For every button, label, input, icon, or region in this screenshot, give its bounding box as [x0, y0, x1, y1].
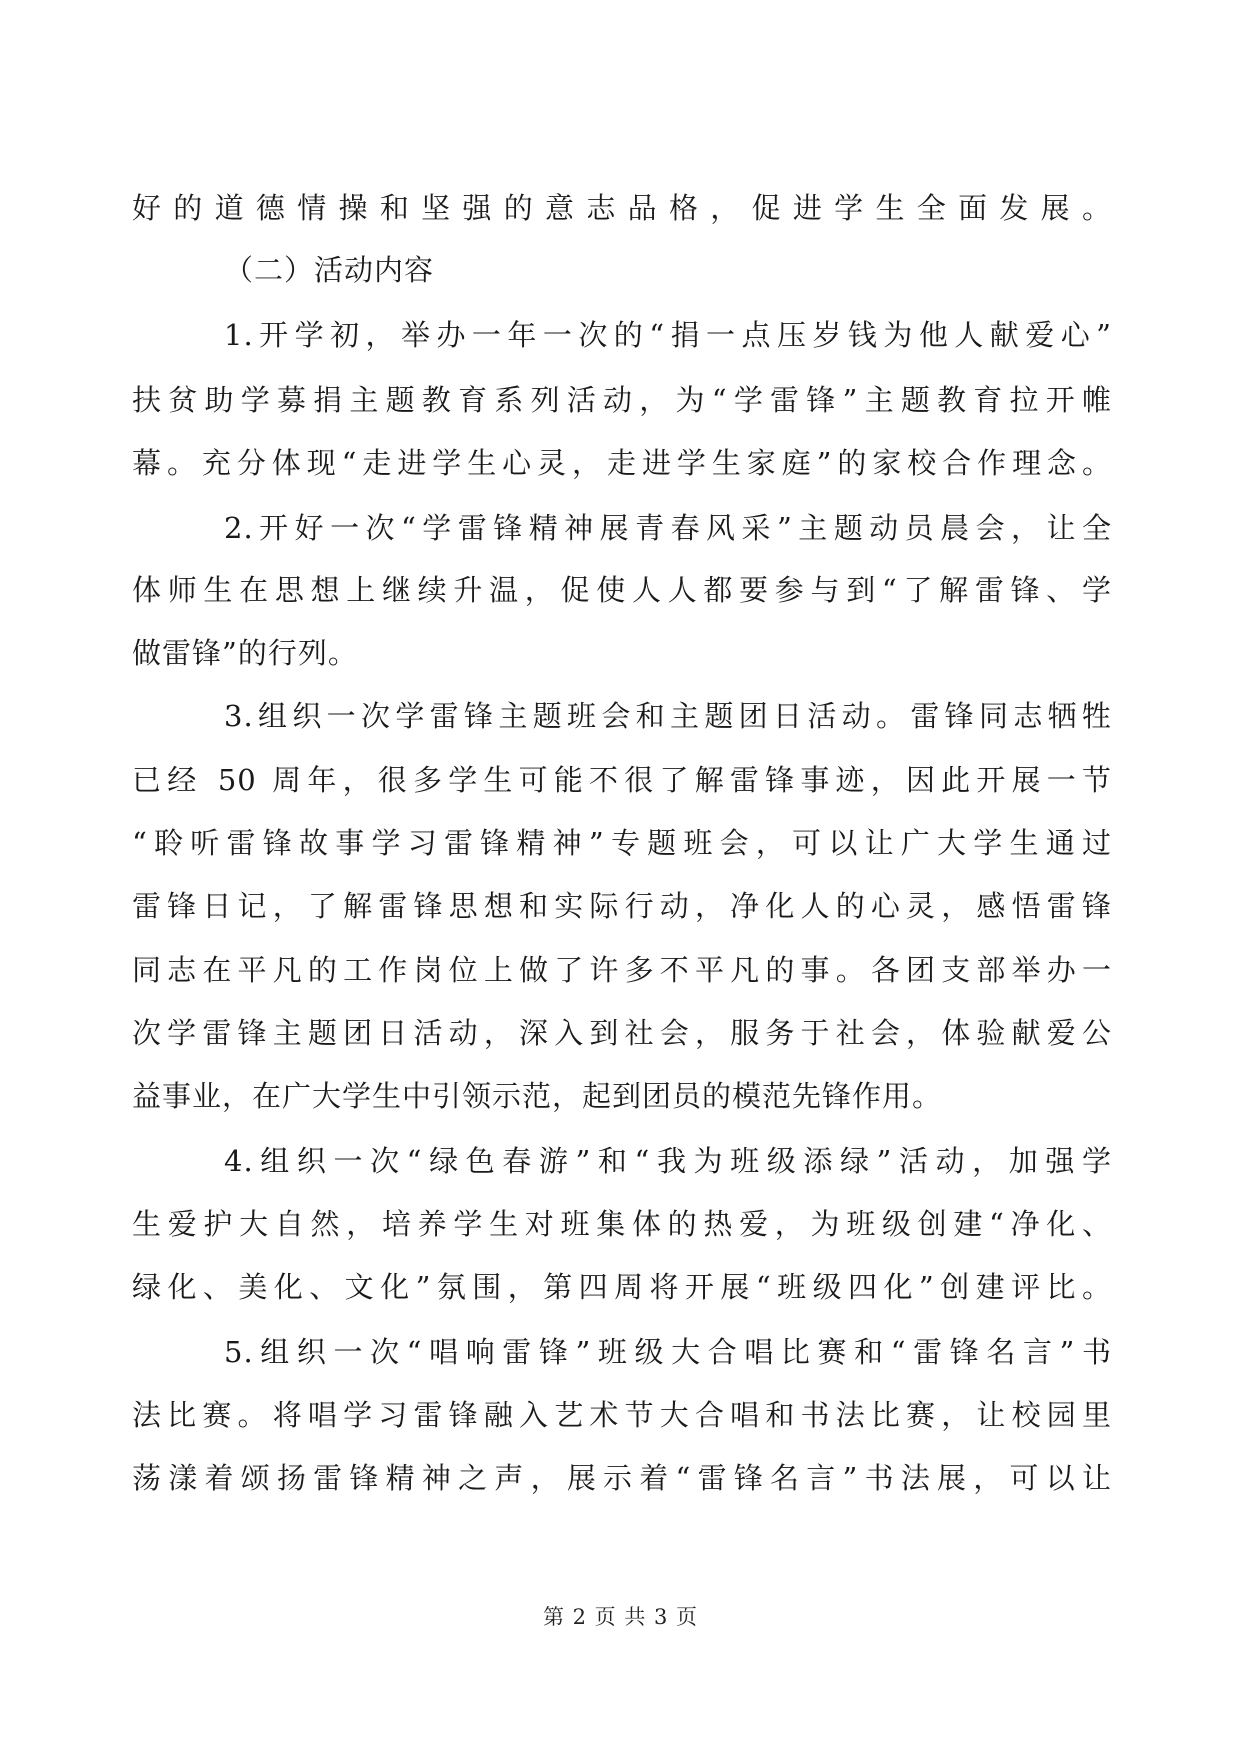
section-heading: （二）活动内容: [224, 253, 435, 287]
paragraph-line: 生爱护大自然，培养学生对班集体的热爱，为班级创建“净化、: [132, 1207, 1112, 1241]
paragraph-line: 1.开学初，举办一年一次的“捐一点压岁钱为他人献爱心”: [224, 318, 1112, 352]
paragraph-line: 好的道德情操和坚强的意志品格，促进学生全面发展。: [132, 191, 1112, 225]
paragraph-line: 次学雷锋主题团日活动，深入到社会，服务于社会，体验献爱公: [132, 1016, 1112, 1050]
paragraph-line: 法比赛。将唱学习雷锋融入艺术节大合唱和书法比赛，让校园里: [132, 1398, 1112, 1432]
paragraph-line: 做雷锋”的行列。: [132, 636, 358, 670]
page-footer: 第 2 页 共 3 页: [542, 1605, 699, 1629]
paragraph-line: 雷锋日记，了解雷锋思想和实际行动，净化人的心灵，感悟雷锋: [132, 889, 1112, 923]
paragraph-line: 同志在平凡的工作岗位上做了许多不平凡的事。各团支部举办一: [132, 953, 1112, 987]
paragraph-line: “聆听雷锋故事学习雷锋精神”专题班会，可以让广大学生通过: [132, 826, 1112, 860]
paragraph-line: 幕。充分体现“走进学生心灵，走进学生家庭”的家校合作理念。: [132, 446, 1112, 480]
paragraph-line: 荡漾着颂扬雷锋精神之声，展示着“雷锋名言”书法展，可以让: [132, 1461, 1112, 1495]
paragraph-line: 体师生在思想上继续升温，促使人人都要参与到“了解雷锋、学: [132, 573, 1112, 607]
paragraph-line: 绿化、美化、文化”氛围，第四周将开展“班级四化”创建评比。: [132, 1270, 1112, 1304]
paragraph-line: 2.开好一次“学雷锋精神展青春风采”主题动员晨会，让全: [224, 511, 1112, 545]
paragraph-line: 3.组织一次学雷锋主题班会和主题团日活动。雷锋同志牺牲: [224, 699, 1112, 733]
paragraph-line: 益事业，在广大学生中引领示范，起到团员的模范先锋作用。: [132, 1079, 943, 1113]
paragraph-line: 4.组织一次“绿色春游”和“我为班级添绿”活动，加强学: [224, 1144, 1112, 1178]
paragraph-line: 5.组织一次“唱响雷锋”班级大合唱比赛和“雷锋名言”书: [224, 1335, 1112, 1369]
paragraph-line: 扶贫助学募捐主题教育系列活动，为“学雷锋”主题教育拉开帷: [132, 383, 1112, 417]
paragraph-line: 已经 50 周年，很多学生可能不很了解雷锋事迹，因此开展一节: [132, 763, 1112, 797]
